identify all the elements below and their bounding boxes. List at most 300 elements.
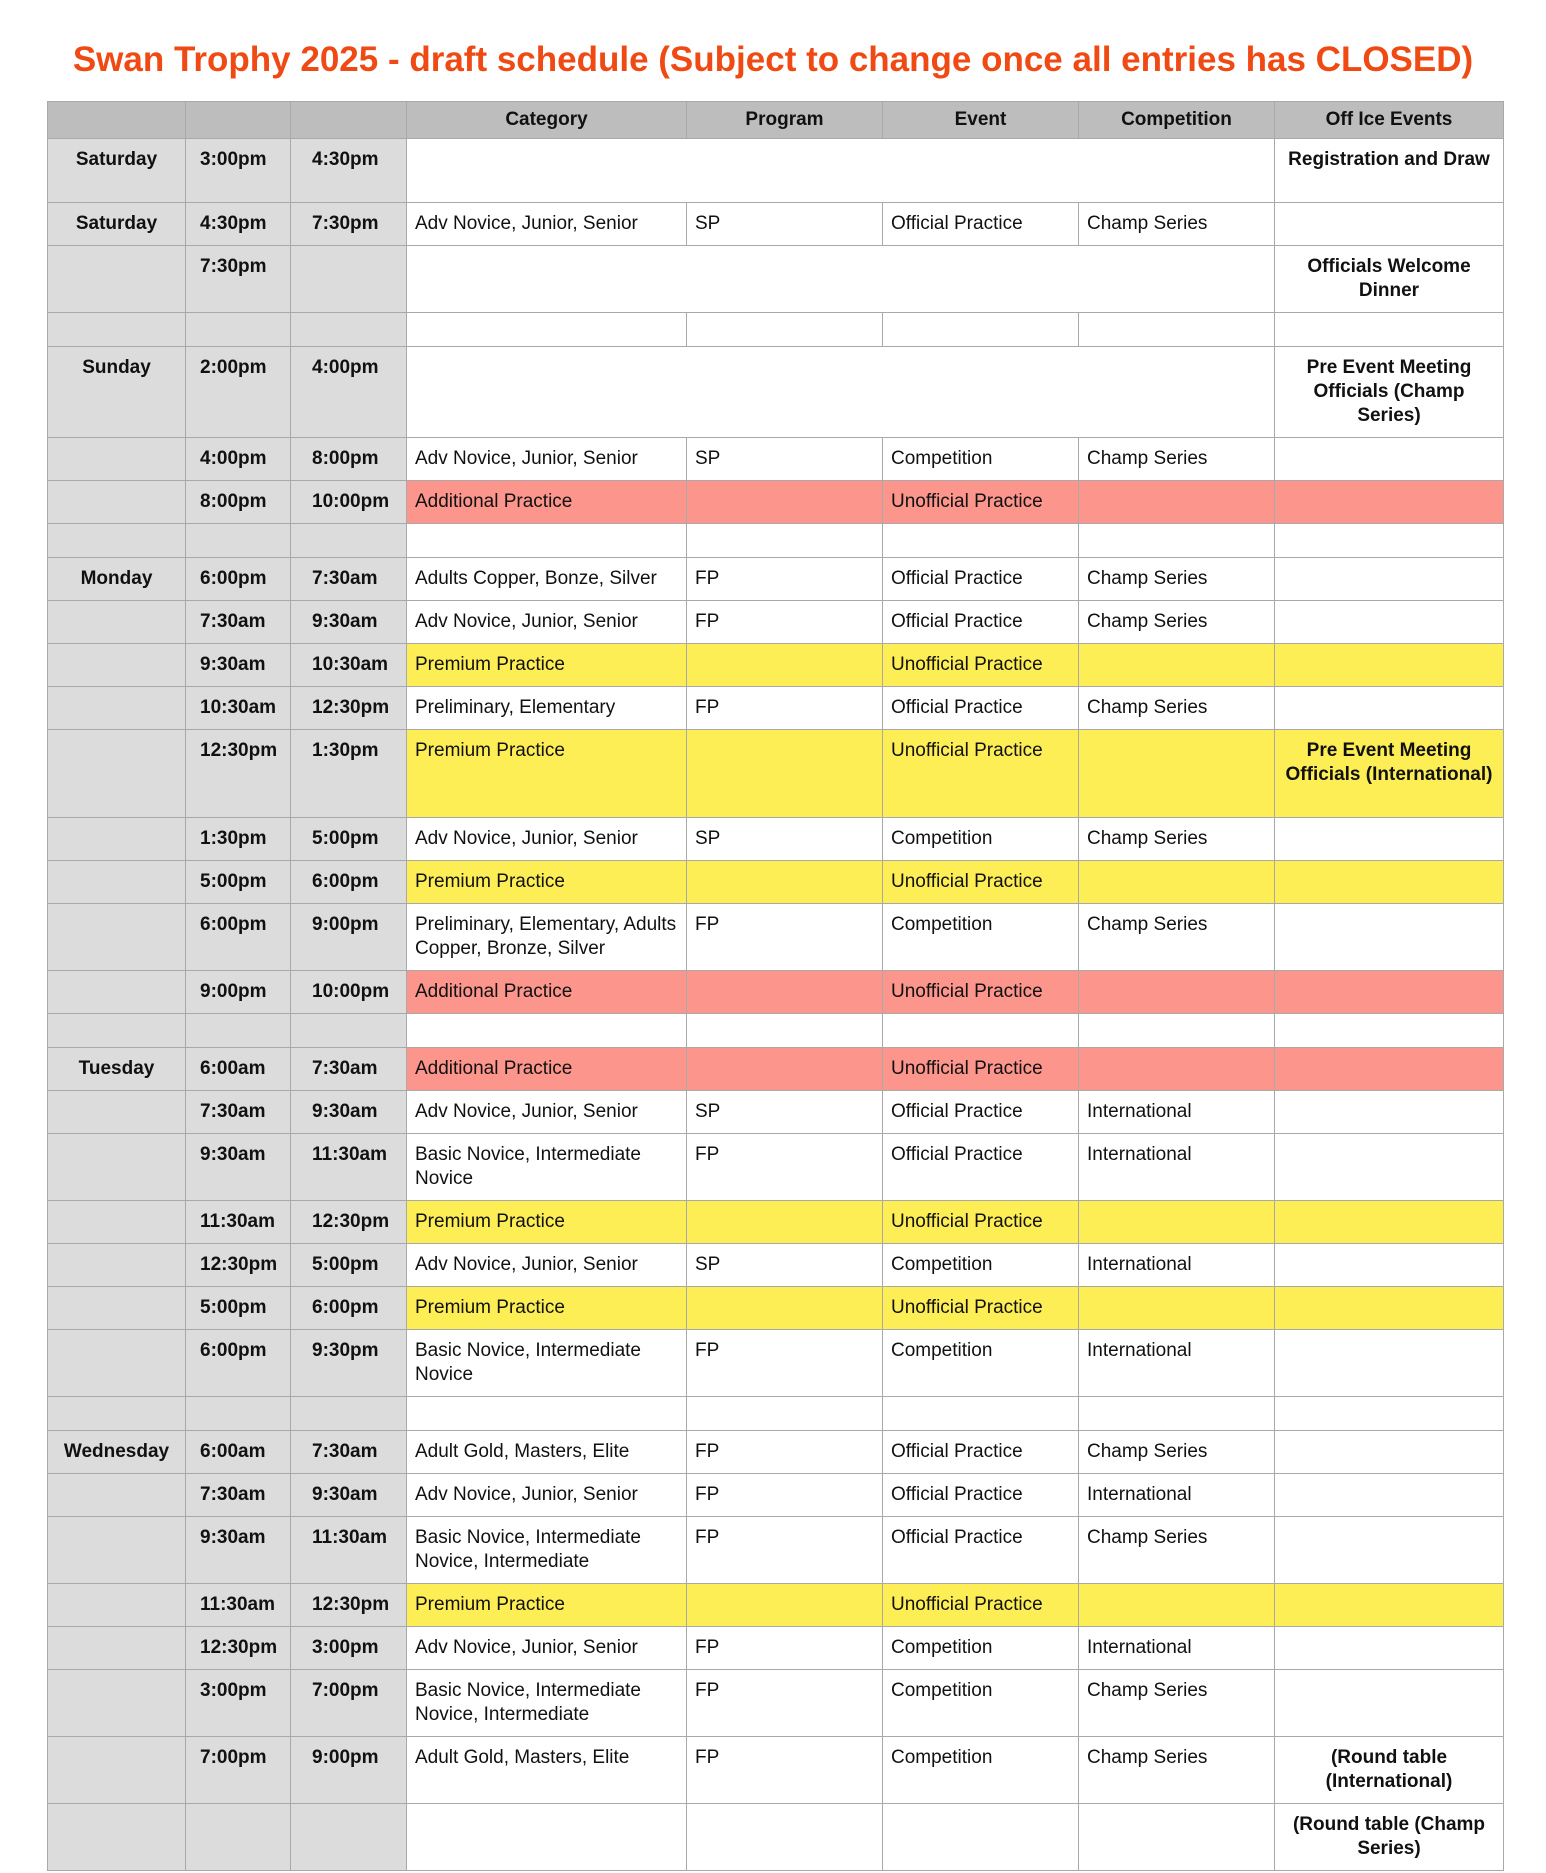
day-cell [48,601,186,644]
header-off-ice-events: Off Ice Events [1275,102,1504,139]
off-ice-event-cell [1275,481,1504,524]
end-time-cell: 10:00pm [291,971,407,1014]
category-cell: Adv Novice, Junior, Senior [407,1474,687,1517]
category-cell: Premium Practice [407,1584,687,1627]
program-cell: FP [687,1670,883,1737]
competition-cell: Champ Series [1079,904,1275,971]
day-cell [48,1397,186,1431]
end-time-cell: 6:00pm [291,861,407,904]
off-ice-event-cell [1275,1670,1504,1737]
day-cell [48,1091,186,1134]
competition-cell [1079,1804,1275,1871]
off-ice-event-cell [1275,1287,1504,1330]
event-cell: Unofficial Practice [883,481,1079,524]
competition-cell [1079,644,1275,687]
day-cell [48,1244,186,1287]
category-cell: Adult Gold, Masters, Elite [407,1737,687,1804]
end-time-cell: 9:30am [291,1474,407,1517]
header-competition: Competition [1079,102,1275,139]
start-time-cell: 6:00pm [186,1330,291,1397]
start-time-cell: 7:30am [186,1091,291,1134]
program-cell: FP [687,601,883,644]
off-ice-event-cell [1275,1474,1504,1517]
program-cell: FP [687,1517,883,1584]
end-time-cell: 9:00pm [291,904,407,971]
end-time-cell: 7:30am [291,1048,407,1091]
start-time-cell [186,1014,291,1048]
start-time-cell: 7:30am [186,601,291,644]
start-time-cell: 7:00pm [186,1737,291,1804]
day-cell [48,1804,186,1871]
start-time-cell: 9:30am [186,1517,291,1584]
competition-cell [1079,524,1275,558]
table-row [48,1091,1504,1134]
program-cell: SP [687,818,883,861]
end-time-cell: 5:00pm [291,1244,407,1287]
start-time-cell: 5:00pm [186,1287,291,1330]
table-row [48,1517,1504,1584]
day-cell [48,1014,186,1048]
table-row [48,861,1504,904]
off-ice-event-cell: Pre Event Meeting Officials (International) [1275,730,1504,818]
program-cell: FP [687,1474,883,1517]
start-time-cell: 6:00pm [186,558,291,601]
end-time-cell: 1:30pm [291,730,407,818]
program-cell: SP [687,1091,883,1134]
off-ice-event-cell [1275,644,1504,687]
program-cell: FP [687,1737,883,1804]
competition-cell [1079,313,1275,347]
start-time-cell: 7:30pm [186,246,291,313]
program-cell [687,971,883,1014]
category-cell: Basic Novice, Intermediate Novice [407,1134,687,1201]
category-cell: Basic Novice, Intermediate Novice, Intermediate [407,1670,687,1737]
off-ice-event-cell [1275,1091,1504,1134]
page-title: Swan Trophy 2025 - draft schedule (Subject to change once all entries has CLOSED) [72,40,1474,79]
off-ice-event-cell [1275,438,1504,481]
day-cell [48,1517,186,1584]
merged-empty-cell [407,139,1275,203]
category-cell: Adv Novice, Junior, Senior [407,1244,687,1287]
event-cell: Official Practice [883,1474,1079,1517]
table-row [48,730,1504,818]
competition-cell: International [1079,1330,1275,1397]
table-row [48,601,1504,644]
off-ice-event-cell: (Round table (International) [1275,1737,1504,1804]
table-row [48,1474,1504,1517]
table-row [48,246,1504,313]
off-ice-event-cell [1275,558,1504,601]
category-cell [407,1397,687,1431]
competition-cell [1079,1014,1275,1048]
day-cell: Monday [48,558,186,601]
off-ice-event-cell [1275,1014,1504,1048]
end-time-cell: 9:30pm [291,1330,407,1397]
day-cell [48,313,186,347]
table-row [48,139,1504,203]
category-cell: Premium Practice [407,1201,687,1244]
table-row [48,644,1504,687]
end-time-cell [291,1804,407,1871]
competition-cell: International [1079,1244,1275,1287]
category-cell: Additional Practice [407,481,687,524]
table-row [48,1014,1504,1048]
program-cell: FP [687,558,883,601]
table-row [48,1804,1504,1871]
off-ice-event-cell [1275,203,1504,246]
table-row [48,524,1504,558]
end-time-cell: 6:00pm [291,1287,407,1330]
off-ice-event-cell [1275,1431,1504,1474]
category-cell: Adv Novice, Junior, Senior [407,601,687,644]
end-time-cell: 10:00pm [291,481,407,524]
end-time-cell: 9:00pm [291,1737,407,1804]
day-cell [48,971,186,1014]
program-cell [687,313,883,347]
start-time-cell: 6:00am [186,1048,291,1091]
start-time-cell [186,1397,291,1431]
off-ice-event-cell [1275,1397,1504,1431]
header-end [291,102,407,139]
off-ice-event-cell [1275,313,1504,347]
event-cell: Official Practice [883,601,1079,644]
header-start [186,102,291,139]
program-cell [687,524,883,558]
start-time-cell: 4:30pm [186,203,291,246]
table-row [48,438,1504,481]
end-time-cell [291,246,407,313]
merged-empty-cell [407,347,1275,438]
event-cell: Official Practice [883,1091,1079,1134]
program-cell [687,644,883,687]
off-ice-event-cell [1275,601,1504,644]
program-cell: FP [687,1431,883,1474]
competition-cell [1079,1584,1275,1627]
end-time-cell: 11:30am [291,1517,407,1584]
category-cell [407,1804,687,1871]
category-cell: Adult Gold, Masters, Elite [407,1431,687,1474]
program-cell: FP [687,1330,883,1397]
day-cell [48,524,186,558]
event-cell: Competition [883,1330,1079,1397]
event-cell: Competition [883,1244,1079,1287]
off-ice-event-cell [1275,524,1504,558]
end-time-cell: 7:30am [291,558,407,601]
end-time-cell: 3:00pm [291,1627,407,1670]
end-time-cell: 7:30am [291,1431,407,1474]
start-time-cell: 2:00pm [186,347,291,438]
table-row [48,1670,1504,1737]
day-cell: Tuesday [48,1048,186,1091]
category-cell: Adv Novice, Junior, Senior [407,818,687,861]
competition-cell: Champ Series [1079,1517,1275,1584]
table-row [48,1287,1504,1330]
end-time-cell: 11:30am [291,1134,407,1201]
event-cell: Official Practice [883,203,1079,246]
competition-cell: International [1079,1091,1275,1134]
start-time-cell: 1:30pm [186,818,291,861]
table-row [48,1584,1504,1627]
competition-cell: Champ Series [1079,203,1275,246]
off-ice-event-cell [1275,1134,1504,1201]
table-row [48,313,1504,347]
competition-cell: International [1079,1627,1275,1670]
competition-cell: Champ Series [1079,1431,1275,1474]
category-cell: Additional Practice [407,1048,687,1091]
competition-cell [1079,481,1275,524]
day-cell [48,1584,186,1627]
table-row [48,558,1504,601]
off-ice-event-cell [1275,687,1504,730]
off-ice-event-cell [1275,1584,1504,1627]
off-ice-event-cell [1275,1517,1504,1584]
day-cell [48,1201,186,1244]
end-time-cell: 12:30pm [291,1201,407,1244]
table-row [48,1048,1504,1091]
event-cell: Competition [883,1670,1079,1737]
header-category: Category [407,102,687,139]
program-cell: FP [687,904,883,971]
program-cell: SP [687,1244,883,1287]
day-cell [48,687,186,730]
off-ice-event-cell [1275,904,1504,971]
table-row [48,1134,1504,1201]
off-ice-event-cell [1275,1048,1504,1091]
program-cell [687,1014,883,1048]
event-cell: Official Practice [883,1134,1079,1201]
day-cell [48,861,186,904]
end-time-cell: 4:00pm [291,347,407,438]
start-time-cell: 7:30am [186,1474,291,1517]
start-time-cell: 9:30am [186,644,291,687]
program-cell [687,1584,883,1627]
event-cell: Unofficial Practice [883,971,1079,1014]
end-time-cell: 7:00pm [291,1670,407,1737]
event-cell: Competition [883,438,1079,481]
end-time-cell [291,524,407,558]
off-ice-event-cell: Registration and Draw [1275,139,1504,203]
table-row [48,687,1504,730]
day-cell [48,1287,186,1330]
start-time-cell: 3:00pm [186,1670,291,1737]
off-ice-event-cell [1275,971,1504,1014]
event-cell: Official Practice [883,558,1079,601]
table-row [48,904,1504,971]
table-row [48,1397,1504,1431]
category-cell: Premium Practice [407,730,687,818]
program-cell [687,1048,883,1091]
table-row [48,1627,1504,1670]
schedule-body [48,139,1504,1871]
day-cell [48,818,186,861]
category-cell: Additional Practice [407,971,687,1014]
table-row [48,1201,1504,1244]
program-cell: SP [687,203,883,246]
start-time-cell: 4:00pm [186,438,291,481]
category-cell: Premium Practice [407,861,687,904]
day-cell [48,1737,186,1804]
competition-cell: Champ Series [1079,438,1275,481]
end-time-cell [291,1397,407,1431]
off-ice-event-cell [1275,861,1504,904]
competition-cell: Champ Series [1079,818,1275,861]
day-cell [48,730,186,818]
day-cell [48,246,186,313]
end-time-cell: 5:00pm [291,818,407,861]
table-row [48,203,1504,246]
competition-cell [1079,1397,1275,1431]
category-cell: Premium Practice [407,1287,687,1330]
table-row [48,1431,1504,1474]
event-cell [883,1804,1079,1871]
start-time-cell: 11:30am [186,1201,291,1244]
category-cell [407,313,687,347]
competition-cell: International [1079,1134,1275,1201]
event-cell: Official Practice [883,1431,1079,1474]
table-row [48,347,1504,438]
day-cell [48,438,186,481]
category-cell: Adv Novice, Junior, Senior [407,1627,687,1670]
event-cell: Competition [883,1627,1079,1670]
off-ice-event-cell [1275,1201,1504,1244]
day-cell [48,1627,186,1670]
day-cell [48,904,186,971]
day-cell [48,1670,186,1737]
program-cell [687,861,883,904]
table-row [48,1330,1504,1397]
program-cell [687,1287,883,1330]
off-ice-event-cell [1275,1244,1504,1287]
category-cell: Premium Practice [407,644,687,687]
competition-cell [1079,861,1275,904]
event-cell: Unofficial Practice [883,644,1079,687]
competition-cell [1079,730,1275,818]
end-time-cell [291,1014,407,1048]
event-cell: Unofficial Practice [883,1584,1079,1627]
category-cell [407,1014,687,1048]
start-time-cell [186,313,291,347]
start-time-cell: 9:30am [186,1134,291,1201]
table-row [48,818,1504,861]
program-cell [687,730,883,818]
start-time-cell: 3:00pm [186,139,291,203]
event-cell: Unofficial Practice [883,1201,1079,1244]
category-cell: Preliminary, Elementary [407,687,687,730]
start-time-cell: 12:30pm [186,1244,291,1287]
program-cell: SP [687,438,883,481]
start-time-cell: 10:30am [186,687,291,730]
end-time-cell: 12:30pm [291,687,407,730]
off-ice-event-cell [1275,1627,1504,1670]
off-ice-event-cell [1275,1330,1504,1397]
category-cell: Basic Novice, Intermediate Novice, Intermediate [407,1517,687,1584]
end-time-cell: 9:30am [291,1091,407,1134]
merged-empty-cell [407,246,1275,313]
schedule-table [47,101,1504,1871]
start-time-cell: 6:00am [186,1431,291,1474]
start-time-cell: 12:30pm [186,730,291,818]
day-cell: Sunday [48,347,186,438]
start-time-cell: 8:00pm [186,481,291,524]
competition-cell: International [1079,1474,1275,1517]
day-cell [48,644,186,687]
start-time-cell: 9:00pm [186,971,291,1014]
start-time-cell: 5:00pm [186,861,291,904]
end-time-cell: 7:30pm [291,203,407,246]
program-cell [687,1804,883,1871]
end-time-cell: 8:00pm [291,438,407,481]
event-cell: Unofficial Practice [883,730,1079,818]
end-time-cell: 10:30am [291,644,407,687]
event-cell: Unofficial Practice [883,1048,1079,1091]
header-row [48,102,1504,139]
competition-cell: Champ Series [1079,1670,1275,1737]
program-cell [687,1397,883,1431]
off-ice-event-cell: Officials Welcome Dinner [1275,246,1504,313]
day-cell [48,1134,186,1201]
event-cell [883,1014,1079,1048]
header-program: Program [687,102,883,139]
competition-cell: Champ Series [1079,558,1275,601]
competition-cell [1079,971,1275,1014]
program-cell: FP [687,1627,883,1670]
event-cell: Competition [883,904,1079,971]
end-time-cell [291,313,407,347]
end-time-cell: 12:30pm [291,1584,407,1627]
start-time-cell: 11:30am [186,1584,291,1627]
start-time-cell [186,524,291,558]
event-cell [883,313,1079,347]
category-cell: Adv Novice, Junior, Senior [407,203,687,246]
day-cell: Wednesday [48,1431,186,1474]
category-cell: Adv Novice, Junior, Senior [407,438,687,481]
day-cell [48,481,186,524]
program-cell: FP [687,1134,883,1201]
category-cell: Adv Novice, Junior, Senior [407,1091,687,1134]
competition-cell: Champ Series [1079,601,1275,644]
program-cell [687,481,883,524]
category-cell: Preliminary, Elementary, Adults Copper, Bronze, Silver [407,904,687,971]
event-cell: Competition [883,1737,1079,1804]
day-cell [48,1330,186,1397]
day-cell: Saturday [48,203,186,246]
event-cell: Competition [883,818,1079,861]
category-cell [407,524,687,558]
header-day [48,102,186,139]
off-ice-event-cell: Pre Event Meeting Officials (Champ Series) [1275,347,1504,438]
table-row [48,481,1504,524]
off-ice-event-cell [1275,818,1504,861]
program-cell: FP [687,687,883,730]
category-cell: Adults Copper, Bonze, Silver [407,558,687,601]
event-cell [883,1397,1079,1431]
day-cell [48,1474,186,1517]
end-time-cell: 4:30pm [291,139,407,203]
end-time-cell: 9:30am [291,601,407,644]
header-event: Event [883,102,1079,139]
table-row [48,1737,1504,1804]
start-time-cell [186,1804,291,1871]
off-ice-event-cell: (Round table (Champ Series) [1275,1804,1504,1871]
table-row [48,1244,1504,1287]
competition-cell [1079,1287,1275,1330]
event-cell: Official Practice [883,1517,1079,1584]
program-cell [687,1201,883,1244]
competition-cell: Champ Series [1079,687,1275,730]
event-cell [883,524,1079,558]
start-time-cell: 12:30pm [186,1627,291,1670]
table-row [48,971,1504,1014]
